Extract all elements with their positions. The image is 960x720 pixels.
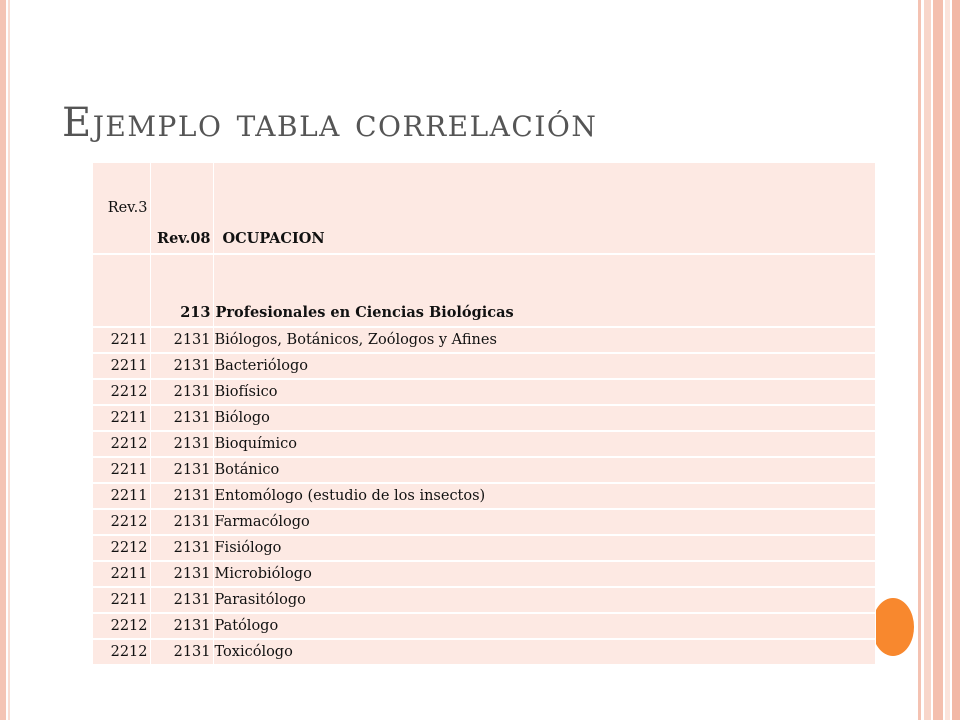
cell-rev08: 2131 [150,405,213,431]
cell-occupation: Parasitólogo [213,587,875,613]
group-code: 213 [150,254,213,327]
cell-occupation: Biofísico [213,379,875,405]
correlation-table [93,163,876,666]
group-empty-cell [93,254,150,327]
table-row [93,353,875,379]
cell-rev08: 2131 [150,509,213,535]
cell-rev08: 2131 [150,431,213,457]
table-row [93,639,875,665]
cell-occupation: Entomólogo (estudio de los insectos) [213,483,875,509]
cell-rev3: 2212 [93,431,150,457]
cell-occupation: Bioquímico [213,431,875,457]
table-header-row [93,163,875,254]
cell-rev3: 2211 [93,405,150,431]
table-row [93,327,875,353]
cell-rev08: 2131 [150,613,213,639]
left-border [0,0,6,720]
cell-rev08: 2131 [150,535,213,561]
cell-rev08: 2131 [150,353,213,379]
group-row [93,254,875,327]
correlation-table-container [93,163,875,666]
cell-occupation: Microbiólogo [213,561,875,587]
right-decorative-stripes [918,0,960,720]
cell-rev3: 2211 [93,457,150,483]
cell-rev08: 2131 [150,457,213,483]
group-label: Profesionales en Ciencias Biológicas [213,254,875,327]
cell-rev3: 2211 [93,587,150,613]
cell-rev3: 2212 [93,535,150,561]
cell-rev08: 2131 [150,639,213,665]
table-row [93,379,875,405]
cell-rev3: 2212 [93,639,150,665]
header-rev08: Rev.08 [150,163,213,254]
table-row [93,613,875,639]
header-rev3: Rev.3 [93,163,150,254]
cell-rev3: 2212 [93,509,150,535]
cell-rev3: 2211 [93,483,150,509]
cell-occupation: Farmacólogo [213,509,875,535]
cell-rev3: 2211 [93,561,150,587]
cell-rev3: 2212 [93,613,150,639]
cell-rev08: 2131 [150,379,213,405]
table-row [93,483,875,509]
cell-occupation: Fisiólogo [213,535,875,561]
cell-occupation: Patólogo [213,613,875,639]
cell-occupation: Botánico [213,457,875,483]
left-border-line [8,0,10,720]
cell-rev3: 2211 [93,327,150,353]
table-row [93,405,875,431]
cell-rev3: 2211 [93,353,150,379]
cell-rev08: 2131 [150,483,213,509]
table-row [93,561,875,587]
table-row [93,509,875,535]
cell-occupation: Bacteriólogo [213,353,875,379]
cell-occupation: Biólogos, Botánicos, Zoólogos y Afines [213,327,875,353]
cell-occupation: Toxicólogo [213,639,875,665]
cell-rev3: 2212 [93,379,150,405]
table-row [93,457,875,483]
cell-rev08: 2131 [150,587,213,613]
cell-rev08: 2131 [150,327,213,353]
slide-title: Ejemplo tabla correlación [62,100,598,146]
table-row [93,431,875,457]
orange-circle-decoration [872,598,914,656]
header-occupation: OCUPACION [213,163,875,254]
cell-rev08: 2131 [150,561,213,587]
table-row [93,535,875,561]
cell-occupation: Biólogo [213,405,875,431]
table-row [93,587,875,613]
